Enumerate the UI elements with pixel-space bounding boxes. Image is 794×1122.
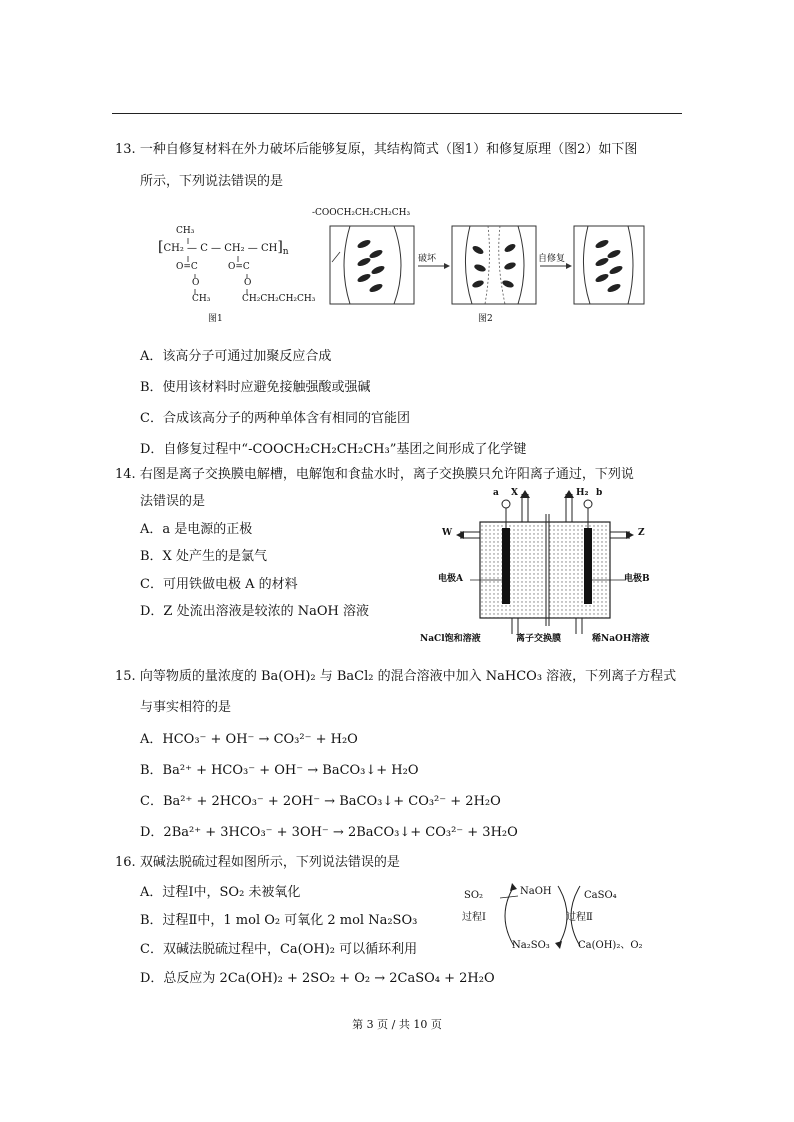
label-a: a	[493, 488, 499, 498]
q15-option-c: C．Ba²⁺ + 2HCO₃⁻ + 2OH⁻ → BaCO₃↓+ CO₃²⁻ + 2H₂O	[140, 794, 501, 809]
q16-number: 16.	[115, 855, 136, 870]
q14-number: 14.	[115, 467, 136, 482]
page-footer: 第 3 页 / 共 10 页	[352, 1018, 442, 1031]
label-nacl-inlet: NaCl饱和溶液	[420, 634, 481, 644]
label-naoh-inlet: 稀NaOH溶液	[592, 634, 650, 644]
electrolysis-cell	[420, 488, 660, 648]
q16-option-d: D．总反应为 2Ca(OH)₂ + 2SO₂ + O₂ → 2CaSO₄ + 2H₂O	[140, 971, 495, 986]
q14-stem-line1: 右图是离子交换膜电解槽，电解饱和食盐水时，离子交换膜只允许阳离子通过，下列说	[139, 467, 634, 482]
q13-option-d: D．自修复过程中“-COOCH₂CH₂CH₂CH₃”基团之间形成了化学键	[140, 442, 527, 457]
label-caoh2-o2: Ca(OH)₂、O₂	[578, 940, 643, 951]
label-membrane: 离子交换膜	[516, 634, 562, 644]
fig1-ch3-top: CH₃	[176, 226, 195, 236]
q14-option-b: B．X 处产生的是氯气	[140, 549, 267, 564]
q15-option-d: D．2Ba²⁺ + 3HCO₃⁻ + 3OH⁻ → 2BaCO₃↓+ CO₃²⁻ + 3H₂O	[140, 825, 518, 840]
header-rule	[112, 113, 682, 114]
q15-option-b: B．Ba²⁺ + HCO₃⁻ + OH⁻ → BaCO₃↓+ H₂O	[140, 763, 419, 778]
q13-stem	[115, 142, 637, 158]
fig2-arrow2-label: 自修复	[538, 254, 566, 264]
q14-electrolysis-figure	[420, 488, 660, 648]
label-z: Z	[638, 528, 645, 538]
q14-stem-line2: 法错误的是	[140, 494, 206, 509]
q16-stem	[115, 855, 400, 871]
q14-option-d: D．Z 处流出溶液是较浓的 NaOH 溶液	[140, 604, 369, 619]
label-caso4: CaSO₄	[584, 890, 617, 901]
fig1-butyl: CH₂CH₂CH₂CH₃	[242, 294, 316, 304]
q14-stem	[115, 467, 634, 483]
q16-option-c: C．双碱法脱硫过程中，Ca(OH)₂ 可以循环利用	[140, 942, 418, 957]
q15-number: 15.	[115, 669, 136, 684]
label-electrode-b: 电极B	[624, 574, 650, 584]
fig1-ch3-bottom: CH₃	[192, 294, 211, 304]
fig2-group-label: -COOCH₂CH₂CH₂CH₃	[312, 208, 411, 218]
label-na2so3: Na₂SO₃	[512, 940, 550, 951]
q15-stem-line2: 与事实相符的是	[140, 700, 232, 715]
fig1-o-right: O	[244, 278, 252, 288]
label-process2: 过程Ⅱ	[566, 912, 593, 923]
q13-stem-line2: 所示，下列说法错误的是	[140, 174, 284, 189]
q16-cycle-figure	[462, 880, 662, 960]
label-w: W	[442, 528, 453, 538]
label-naoh: NaOH	[520, 886, 552, 897]
q13-option-a: A．该高分子可通过加聚反应合成	[140, 349, 332, 364]
q16-stem-line1: 双碱法脱硫过程如图所示，下列说法错误的是	[139, 855, 400, 870]
fig1-co-right: O=C	[228, 262, 250, 272]
q13-option-c: C．合成该高分子的两种单体含有相同的官能团	[140, 411, 410, 426]
label-b: b	[596, 488, 603, 498]
q16-option-a: A．过程Ⅰ中，SO₂ 未被氧化	[140, 885, 301, 900]
q15-stem-line1: 向等物质的量浓度的 Ba(OH)₂ 与 BaCl₂ 的混合溶液中加入 NaHCO₃ 溶液，下列离子方程式	[139, 669, 677, 684]
fig1-bonds	[150, 222, 340, 332]
label-x: X	[511, 488, 518, 498]
q13-option-b: B．使用该材料时应避免接触强酸或强碱	[140, 380, 371, 395]
q16-option-b: B．过程Ⅱ中，1 mol O₂ 可氧化 2 mol Na₂SO₃	[140, 913, 418, 928]
label-so2: SO₂	[464, 890, 484, 901]
label-electrode-a: 电极A	[438, 574, 463, 584]
q13-figure1	[150, 222, 340, 332]
q14-option-c: C．可用铁做电极 A 的材料	[140, 577, 298, 592]
q14-option-a: A．a 是电源的正极	[140, 522, 253, 537]
fig1-backbone: [CH₂ — C — CH₂ — $CH]_n$	[158, 239, 289, 257]
label-process1: 过程Ⅰ	[462, 912, 486, 923]
label-h2: H₂	[576, 488, 589, 498]
q13-stem-line1: 一种自修复材料在外力破坏后能够复原，其结构简式（图1）和修复原理（图2）如下图	[139, 142, 638, 157]
q15-option-a: A．HCO₃⁻ + OH⁻ → CO₃²⁻ + H₂O	[140, 732, 358, 747]
q13-figure2	[312, 204, 650, 334]
fig2-caption: 图2	[478, 314, 493, 324]
fig1-caption: 图1	[208, 314, 223, 324]
q13-number: 13.	[115, 142, 136, 157]
fig1-o-left: O	[192, 278, 200, 288]
fig1-co-left: O=C	[176, 262, 198, 272]
q15-stem	[115, 669, 676, 685]
fig2-arrow1-label: 破坏	[418, 254, 437, 264]
